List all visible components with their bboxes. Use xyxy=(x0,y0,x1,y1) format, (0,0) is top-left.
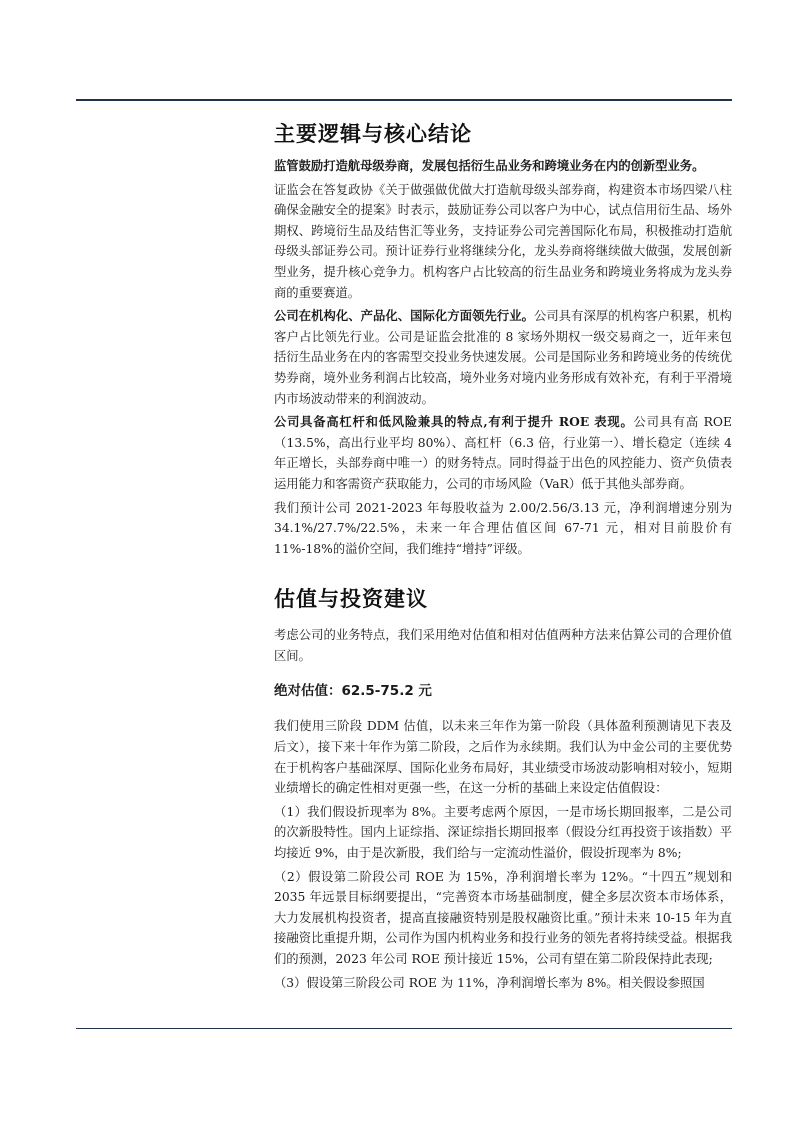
paragraph-assumption-2: （2）假设第二阶段公司 ROE 为 15%，净利润增长率为 12%。“十四五”规划和 2035 年远景目标纲要提出，“完善资本市场基础制度，健全多层次资本市场体系，大力发展机构投资者，提高直接融资特别是股权融资比重。”预计未来 10-15 年为直接融资比重提升期，公司作为国内机构业务和投行业务的领先者将持续受益。根据我们的预测，2023 年公司 ROE 预计接近 15%，公司有望在第二阶段保持此表现; xyxy=(274,869,732,966)
section-title-main-logic: 主要逻辑与核心结论 xyxy=(274,122,472,146)
paragraph-regulation-detail: 证监会在答复政协《关于做强做优做大打造航母级头部券商，构建资本市场四梁八柱确保金融安全的提案》时表示，鼓励证券公司以客户为中心，试点信用衍生品、场外期权、跨境衍生品及结售汇等业务，支持证券公司完善国际化布局，积极推动打造航母级头部证券公司。预计证券行业将继续分化，龙头券商将继续做大做强，发展创新型业务，提升核心竞争力。机构客户占比较高的衍生品业务和跨境业务将成为龙头券商的重要赛道。 xyxy=(274,182,732,300)
paragraph-regulation xyxy=(274,156,732,177)
paragraph-ddm: 我们使用三阶段 DDM 估值，以未来三年作为第一阶段（具体盈利预测请见下表及后文），接下来十年作为第二阶段，之后作为永续期。我们认为中金公司的主要优势在于机构客户基础深厚、国际化业务布局好，其业绩受市场波动影响相对较小，短期业绩增长的确定性相对更强一些，在这一分析的基础上来设定估值假设： xyxy=(274,719,732,796)
paragraph-assumption-3: （3）假设第三阶段公司 ROE 为 11%，净利润增长率为 8%。相关假设参照国 xyxy=(274,975,705,990)
lead-roe: 公司具备高杠杆和低风险兼具的特点,有利于提升 ROE 表现。 xyxy=(274,414,634,430)
subsection-title-absolute-valuation: 绝对估值：62.5-75.2 元 xyxy=(274,683,432,700)
paragraph-leadership xyxy=(274,306,732,409)
body-leadership: 公司具有深厚的机构客户积累，机构客户占比领先行业。公司是证监会批准的 8 家场外期权一级交易商之一，近年来包括衍生品业务在内的客需型交投业务快速发展。公司是国际业务和跨境业务的传统优势券商，境外业务利润占比较高，境外业务对境内业务形成有效补充，有利于平滑境内市场波动带来的利润波动。 xyxy=(274,309,732,406)
header-rule xyxy=(76,99,732,101)
section-title-valuation: 估值与投资建议 xyxy=(274,587,428,612)
paragraph-valuation-intro: 考虑公司的业务特点，我们采用绝对估值和相对估值两种方法来估算公司的合理价值区间。 xyxy=(274,628,732,663)
body-roe: 公司具有高 ROE（13.5%，高出行业平均 80%）、高杠杆（6.3 倍，行业第一）、增长稳定（连续 4 年正增长，头部券商中唯一）的财务特点。同时得益于出色的风控能力、资产负债表运用能力和客需资产获取能力，公司的市场风险（VaR）低于其他头部券商。 xyxy=(274,415,732,491)
paragraph-roe xyxy=(274,412,732,494)
lead-leadership: 公司在机构化、产品化、国际化方面领先行业。 xyxy=(274,308,534,324)
paragraph-assumption-1: （1）我们假设折现率为 8%。主要考虑两个原因，一是市场长期回报率，二是公司的次新股特性。国内上证综指、深证综指长期回报率（假设分红再投资于该指数）平均接近 9%，由于是次新股，我们给与一定流动性溢价，假设折现率为 8%; xyxy=(274,804,732,861)
paragraph-forecast: 我们预计公司 2021-2023 年每股收益为 2.00/2.56/3.13 元，净利润增速分别为 34.1%/27.7%/22.5%，未来一年合理估值区间 67-71 元，相对目前股价有 11%-18%的溢价空间，我们维持“增持”评级。 xyxy=(274,500,732,556)
report-body xyxy=(274,118,732,996)
footer-rule xyxy=(76,1028,732,1029)
lead-regulation: 监管鼓励打造航母级券商，发展包括衍生品业务和跨境业务在内的创新型业务。 xyxy=(274,158,705,173)
